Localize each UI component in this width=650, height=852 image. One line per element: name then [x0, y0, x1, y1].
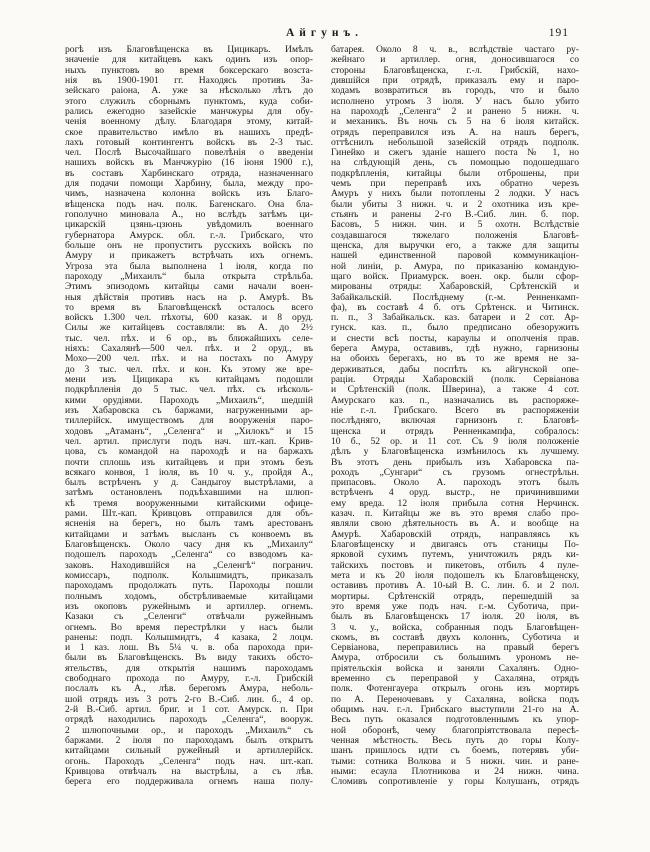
text-line: Амура, отбросили съ большимъ урономъ не- — [331, 653, 579, 664]
text-line: послалъ къ А., лѣв. берегомъ Амура, неболь- — [65, 684, 313, 695]
text-line: Кривцова отвѣчалъ на выстрѣлы, а съ лѣв. — [65, 766, 313, 777]
text-line: встрѣченъ 4 оруд. выстр., не причинившими — [331, 488, 579, 499]
text-line: ченная мѣстность. Весь путь до горы Колу- — [331, 735, 579, 746]
text-line: жейнаго и артиллер. огня, доносившагося со — [331, 55, 579, 66]
text-line: казач. п. Китайцы же въ это время слабо про- — [331, 509, 579, 520]
text-line: мированы отряды: Хабаровскій, Срѣтенскій и — [331, 282, 579, 293]
text-line: пароходамъ продолжать путь. Пароходы пошли — [65, 581, 313, 592]
text-line: пароходу „Михаилъ“ была открыта стрѣльба. — [65, 271, 313, 282]
text-line: китайцами сильный ружейный и артиллерійск. — [65, 746, 313, 757]
text-line: являли свою дѣятельность въ А. и вообще на — [331, 519, 579, 530]
text-line: Сервіанова, переправились на правый берегъ — [331, 643, 579, 654]
text-line: въ составъ Харбинскаго отряда, назначеннаго — [65, 168, 313, 179]
text-line: ніе г.-л. Грибскаго. Всего въ распоряженіи — [331, 405, 579, 416]
text-line: лахъ готовый контингентъ войскъ въ 2-3 тыс. — [65, 137, 313, 148]
text-line: Гинейко и сжегъ зданіе нашего поста № 1, но — [331, 148, 579, 159]
text-line: чимъ, назначена колонна войскъ изъ Благо- — [65, 189, 313, 200]
text-line: 3 ч. у., войска, собранныя подъ Благовѣщен- — [331, 622, 579, 633]
text-line: то время въ Благовѣщенскѣ осталось всего — [65, 302, 313, 313]
text-line: дившійся при отрядѣ, приказалъ ему и паро- — [331, 75, 579, 86]
text-line: изъ окоповъ ружейнымъ и артиллер. огнемъ. — [65, 601, 313, 612]
text-line: Забайкальскій. Послѣднему (г.-м. Ренненкамп- — [331, 292, 579, 303]
text-line: щенска, для выручки его, а также для защиты — [331, 240, 579, 251]
text-line: стороны Благовѣщенска, г.-л. Грибскій, нахо- — [331, 65, 579, 76]
text-line: были въ Благовѣщенскъ. Въ виду такихъ обсто- — [65, 653, 313, 664]
text-line: рогѣ изъ Благовѣщенска въ Цицикаръ. Имѣлъ — [65, 45, 313, 55]
text-line: былъ встрѣченъ у д. Сандыгоу выстрѣлами, а — [65, 478, 313, 489]
text-line: до 3 тыс. чел. пѣх. и кон. Къ этому же вре- — [65, 364, 313, 375]
text-line: шанъ пришлось идти съ боемъ, потерявъ уби- — [331, 746, 579, 757]
text-line: Мохо—200 чел. пѣх. и на постахъ по Амуру — [65, 354, 313, 365]
text-line: фа), въ составѣ 4 б. отъ Срѣтенск. и Читинск. — [331, 302, 579, 313]
text-line: мортиры. Срѣтенскій отрядъ, перешедшій за — [331, 591, 579, 602]
text-column-right — [331, 45, 579, 788]
text-line: подошелъ пароходъ „Селенга“ со взводомъ ка- — [65, 550, 313, 561]
running-head — [65, 27, 579, 42]
text-line: отрядъ переправился изъ А. на нашъ берегъ, — [331, 127, 579, 138]
text-line: Амуръ у нихъ были потоплены 2 лодки. У насъ — [331, 189, 579, 200]
text-line: оттѣснилъ небольшой зазейскій отрядъ подполк. — [331, 137, 579, 148]
text-line: ходамъ возвратиться въ городъ, что и было — [331, 86, 579, 97]
text-line: комиссаръ, подполк. Колышмидтъ, приказалъ — [65, 570, 313, 581]
text-line: рами. Шт.-кап. Кривцовъ отправился для объ- — [65, 509, 313, 520]
text-line: тыми: сотника Волкова и 5 нижн. чин. и ране- — [331, 756, 579, 767]
text-line: стьянъ и ранены 2-го В.-Сиб. лин. б. пор. — [331, 210, 579, 220]
text-line: скомъ, въ составѣ двухъ колоннъ, Суботича и — [331, 632, 579, 643]
text-line: берега Амура, оставивъ, гдѣ нужно, гарнизоны — [331, 344, 579, 355]
text-line: мета и къ 20 іюля подошелъ къ Благовѣщенску, — [331, 570, 579, 581]
text-line: нія въ 1900-1901 гг. Находясь противъ За- — [65, 75, 313, 86]
text-line: подкрѣпленія, китайцы были отброшены, при — [331, 168, 579, 179]
text-line: цова, съ командой на пароходѣ и на баржахъ — [65, 447, 313, 458]
text-line: отрядѣ находились пароходъ „Селенга“, вооруж. — [65, 715, 313, 726]
text-line: Басовъ, 5 нижн. чин. и 5 охотн. Вслѣдствіе — [331, 220, 579, 231]
text-line: для подачи помощи Харбину, была, между про- — [65, 179, 313, 190]
text-line: ярковой сухимъ путемъ, уничтожилъ рядъ ки- — [331, 550, 579, 561]
text-line: на пароходѣ „Селенга“ 2 и ранено 5 нижн. ч. — [331, 106, 579, 117]
text-line: исполнено утромъ 3 іюля. У насъ было убито — [331, 96, 579, 107]
text-line: затѣмъ остановленъ подъѣхавшими на шлюп- — [65, 488, 313, 499]
text-line: нашихъ войскъ въ Манчжурію (16 іюня 1900 г.), — [65, 158, 313, 169]
text-line: Благовѣщенскъ. Около часу дня къ „Михаилу“ — [65, 540, 313, 550]
text-line: всякаго конвоя, 1 іюля, въ 10 ч. у., пройдя А., — [65, 467, 313, 478]
text-line: Амурѣ. Хабаровскій отрядъ, направляясь къ — [331, 529, 579, 540]
text-line: ныхъ пунктовъ во время боксерскаго возста- — [65, 65, 313, 76]
text-line: ходовъ „Атаманъ“, „Селенга“ и „Хилокъ“ и 15 — [65, 426, 313, 437]
text-line: вѣщенска подъ нач. полк. Багенскаго. Она бла- — [65, 199, 313, 210]
text-line: чел. Послѣ Высочайшаго повелѣнія о введеніи — [65, 148, 313, 159]
text-line: держиваться, дабы поспѣть къ айгунской опе- — [331, 364, 579, 375]
text-line: тыс. чел. пѣх. и 6 ор., въ ближайшихъ селе- — [65, 333, 313, 344]
text-line: ранены: подп. Колышмидтъ, 4 казака, 2 лоцм. — [65, 632, 313, 643]
text-line: пріятельскія войска и заняли Сахалянъ. Одно- — [331, 663, 579, 674]
text-line: огонь. Пароходъ „Селенга“ подъ нач. шт.-кап. — [65, 756, 313, 767]
text-line: гополучно миновала А., но вслѣдъ затѣмъ ци- — [65, 210, 313, 220]
text-line: значеніе для китайцевъ какъ одинъ изъ опор- — [65, 55, 313, 66]
text-line: временно съ переправой у Сахаляна, отрядъ — [331, 674, 579, 685]
text-line: подкрѣпленія до 5 тыс. чел. пѣх. съ нѣсколь- — [65, 385, 313, 396]
text-line: дѣлъ у Благовѣщенска измѣнилось къ лучшему. — [331, 447, 579, 458]
text-line: Казаки съ „Селенги“ отвѣчали ружейнымъ — [65, 612, 313, 623]
text-line: ятельствъ, для открытія нашимъ пароходамъ — [65, 663, 313, 674]
text-line: изъ Хабаровска съ баржами, нагруженными ар- — [65, 405, 313, 416]
text-line: свободнаго прохода по Амуру, г.-л. Грибскій — [65, 674, 313, 685]
text-line: создавшагося тяжелаго положенія Благовѣ- — [331, 230, 579, 241]
article-body — [65, 45, 579, 788]
page-number: 191 — [548, 27, 569, 39]
text-line: тиллерійск. имуществомъ для вооруженія паро- — [65, 416, 313, 427]
text-line: мени изъ Цицикара къ китайцамъ подошли — [65, 375, 313, 385]
text-line: почти сплошь изъ китайцевъ и при этомъ безъ — [65, 457, 313, 468]
text-line: Этимъ эпизодомъ китайцы сами начали воен- — [65, 282, 313, 293]
text-line: Въ этотъ день прибылъ изъ Хабаровска па- — [331, 457, 579, 468]
text-line: общимъ нач. г.-л. Грибскаго выступили 21-го на А. — [331, 705, 579, 715]
text-line: губернатора Амурск. обл. г.-л. Грибскаго, что — [65, 230, 313, 241]
text-line: батарея. Около 8 ч. в., вслѣдствіе частаго ру- — [331, 45, 579, 55]
text-line: рались ежегодно зазейскіе манчжуры для обу- — [65, 106, 313, 117]
text-line: на слѣдующій день, съ помощью подошедшаго — [331, 158, 579, 169]
text-line: п. п., 3 Забайкальск. каз. батареи и 2 сот. Ар- — [331, 313, 579, 324]
text-line: китайцами и затѣмъ высланъ съ конвоемъ въ — [65, 529, 313, 540]
text-line: тайскихъ постовъ и пикетовъ, отбилъ 4 пуле- — [331, 560, 579, 571]
text-line: этого служилъ сборнымъ пунктомъ, куда соби- — [65, 96, 313, 107]
text-line: чел. артил. прислуги подъ нач. шт.-кап. Крив- — [65, 436, 313, 447]
text-line: ными: есаула Плотникова и 24 нижн. чина. — [331, 766, 579, 777]
page-title: Айгунъ. — [285, 27, 364, 39]
text-line: щаго войск. Приамурск. воен. окр. были сфор- — [331, 271, 579, 282]
text-line: кѣ тремя вооруженными китайскими офице- — [65, 498, 313, 509]
text-line: Сломивъ сопротивленіе у горы Колушанъ, отрядъ — [331, 777, 579, 788]
text-line: по А. Переночевавъ у Сахаляна, войска подъ — [331, 694, 579, 705]
text-line: 10 б., 52 ор. и 11 сот. Съ 9 іюля положеніе — [331, 436, 579, 447]
text-line: ныя дѣйствія противъ насъ на р. Амурѣ. Въ — [65, 292, 313, 303]
text-line: 2 шлюпочными ор., и пароходъ „Михаилъ“ съ — [65, 725, 313, 736]
text-line: гунск. каз. п., было предписано обезоружить — [331, 323, 579, 334]
text-line: Угроза эта была выполнена 1 іюля, когда по — [65, 261, 313, 272]
text-line: припасовъ. Около А. пароходъ этотъ былъ — [331, 478, 579, 489]
text-line: ясненія на берегъ, но былъ тамъ арестованъ — [65, 519, 313, 530]
text-line: и механикъ. Въ ночь съ 5 на 6 іюля китайск. — [331, 117, 579, 128]
text-line: и 1 каз. лош. Въ 5¼ ч. в. оба парохода при- — [65, 643, 313, 654]
text-line: оставивъ противъ А. 10-ый В. С. лин. б. и 2 пол. — [331, 581, 579, 592]
text-line: зейскаго раіона, А. уже за нѣсколько лѣтъ до — [65, 86, 313, 97]
text-line: нашей единственной паровой коммуникаціон- — [331, 251, 579, 262]
text-line: 2-й В.-Сиб. артил. бриг. и 1 сот. Амурск. п. При — [65, 705, 313, 715]
text-line: и Срѣтенскій (полк. Шверина), а также 4 сот. — [331, 385, 579, 396]
text-line: ніяхъ: Сахалянѣ—500 чел. пѣх. и 2 оруд., въ — [65, 344, 313, 355]
text-line: баржами. 2 іюля по пароходамъ былъ открытъ — [65, 735, 313, 746]
text-line: Весь путь оказался подготовленнымъ къ упор- — [331, 715, 579, 726]
text-line: Амурскаго каз. п., назначались въ распоряже- — [331, 395, 579, 406]
text-column-left — [65, 45, 313, 788]
text-line: шой отрядъ изъ 3 ротъ 2-го В.-Сиб. лин. б., 4 ор. — [65, 694, 313, 705]
text-line: цикарскій цзянь-цзюнь увѣдомилъ военнаго — [65, 220, 313, 231]
text-line: раціи. Отряды Хабаровскій (полк. Сервіанова — [331, 375, 579, 385]
text-line: ему вреда. 12 іюля прибыла сотня Нерчинск. — [331, 498, 579, 509]
text-line: заковъ. Находившійся на „Селенгѣ“ погранич. — [65, 560, 313, 571]
text-line: полк. Фотенгауера открылъ огонь изъ мортиръ — [331, 684, 579, 695]
text-line: ское правительство имѣло въ нашихъ предѣ- — [65, 127, 313, 138]
text-line: были убиты 3 нижн. ч. и 2 охотника изъ кре- — [331, 199, 579, 210]
text-line: ченія военному дѣлу. Благодаря этому, китай- — [65, 117, 313, 128]
text-line: и снести всѣ посты, караулы и ополченія прав. — [331, 333, 579, 344]
text-line: ной линіи, р. Амура, по приказанію командую- — [331, 261, 579, 272]
text-line: Силы же китайцевъ составляли: въ А. до 2½ — [65, 323, 313, 334]
text-line: кими орудіями. Пароходъ „Михаилъ“, шедшій — [65, 395, 313, 406]
text-line: войскъ 1.300 чел. пѣхоты, 600 казак. и 8 оруд. — [65, 313, 313, 324]
text-line: чемъ при переправѣ ихъ обратно черезъ — [331, 179, 579, 190]
text-line: былъ въ Благовѣщенскъ 17 іюля. 20 іюля, въ — [331, 612, 579, 623]
text-line: берега его поддерживала огнемъ наша полу- — [65, 777, 313, 788]
text-line: Благовѣщенску и двигаясь отъ станицы По- — [331, 540, 579, 550]
text-line: на обоихъ берегахъ, но въ то же время не за- — [331, 354, 579, 365]
text-line: больше онъ не пропуститъ русскихъ войскъ по — [65, 240, 313, 251]
text-line: роходъ „Сунгари“ съ грузомъ огнестрѣльн. — [331, 467, 579, 478]
text-line: послѣдняго, включая гарнизонъ г. Благовѣ- — [331, 416, 579, 427]
text-line: щенска и отрядъ Ренненкампфа, собралось: — [331, 426, 579, 437]
text-line: огнемъ. Во время перестрѣлки у насъ были — [65, 622, 313, 633]
text-line: ной оборонѣ, чему благопріятствовала пересѣ- — [331, 725, 579, 736]
text-line: это время уже подъ нач. г.-м. Суботича, при- — [331, 601, 579, 612]
text-line: Амуру и прикажетъ встрѣчать ихъ огнемъ. — [65, 251, 313, 262]
text-line: полнымъ ходомъ, обстрѣливаемые китайцами — [65, 591, 313, 602]
